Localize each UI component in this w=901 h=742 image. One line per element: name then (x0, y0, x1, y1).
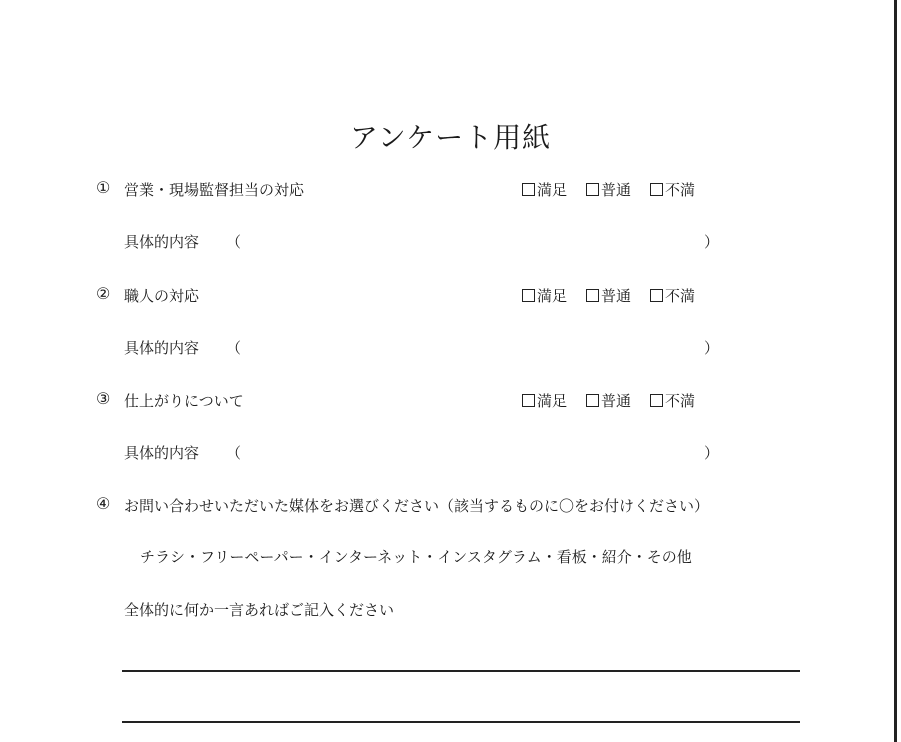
close-paren: ） (704, 339, 720, 357)
question-text: お問い合わせいただいた媒体をお選びください（該当するものに〇をお付けください） (124, 497, 710, 515)
media-choices[interactable]: チラシ・フリーペーパー・インターネット・インスタグラム・看板・紹介・その他 (140, 548, 692, 566)
question-number: ② (96, 284, 111, 303)
option-satisfied[interactable]: 満足 (522, 390, 567, 411)
option-dissatisfied[interactable]: 不満 (650, 390, 695, 411)
detail-label: 具体的内容 (124, 233, 200, 251)
checkbox-icon[interactable] (650, 183, 663, 196)
checkbox-icon[interactable] (522, 394, 535, 407)
checkbox-icon[interactable] (650, 289, 663, 302)
question-text: 仕上がりについて (124, 392, 244, 410)
question-text: 職人の対応 (124, 287, 200, 305)
open-paren: （ (226, 233, 242, 251)
open-paren: （ (226, 444, 242, 462)
question-number: ③ (96, 389, 111, 408)
checkbox-icon[interactable] (586, 183, 599, 196)
option-dissatisfied[interactable]: 不満 (650, 285, 695, 306)
close-paren: ） (704, 444, 720, 462)
option-neutral[interactable]: 普通 (586, 179, 631, 200)
option-satisfied[interactable]: 満足 (522, 179, 567, 200)
comment-line-1[interactable] (122, 670, 800, 672)
checkbox-icon[interactable] (586, 289, 599, 302)
question-number: ④ (96, 494, 111, 513)
option-dissatisfied[interactable]: 不満 (650, 179, 695, 200)
comment-prompt: 全体的に何か一言あればご記入ください (124, 601, 395, 619)
question-text: 営業・現場監督担当の対応 (124, 181, 305, 199)
page-edge (894, 0, 897, 742)
question-number: ① (96, 178, 111, 197)
open-paren: （ (226, 339, 242, 357)
detail-label: 具体的内容 (124, 444, 200, 462)
option-satisfied[interactable]: 満足 (522, 285, 567, 306)
checkbox-icon[interactable] (586, 394, 599, 407)
comment-line-2[interactable] (122, 721, 800, 723)
page-title: アンケート用紙 (349, 121, 552, 154)
option-neutral[interactable]: 普通 (586, 285, 631, 306)
checkbox-icon[interactable] (650, 394, 663, 407)
option-neutral[interactable]: 普通 (586, 390, 631, 411)
detail-label: 具体的内容 (124, 339, 200, 357)
checkbox-icon[interactable] (522, 289, 535, 302)
close-paren: ） (704, 233, 720, 251)
checkbox-icon[interactable] (522, 183, 535, 196)
